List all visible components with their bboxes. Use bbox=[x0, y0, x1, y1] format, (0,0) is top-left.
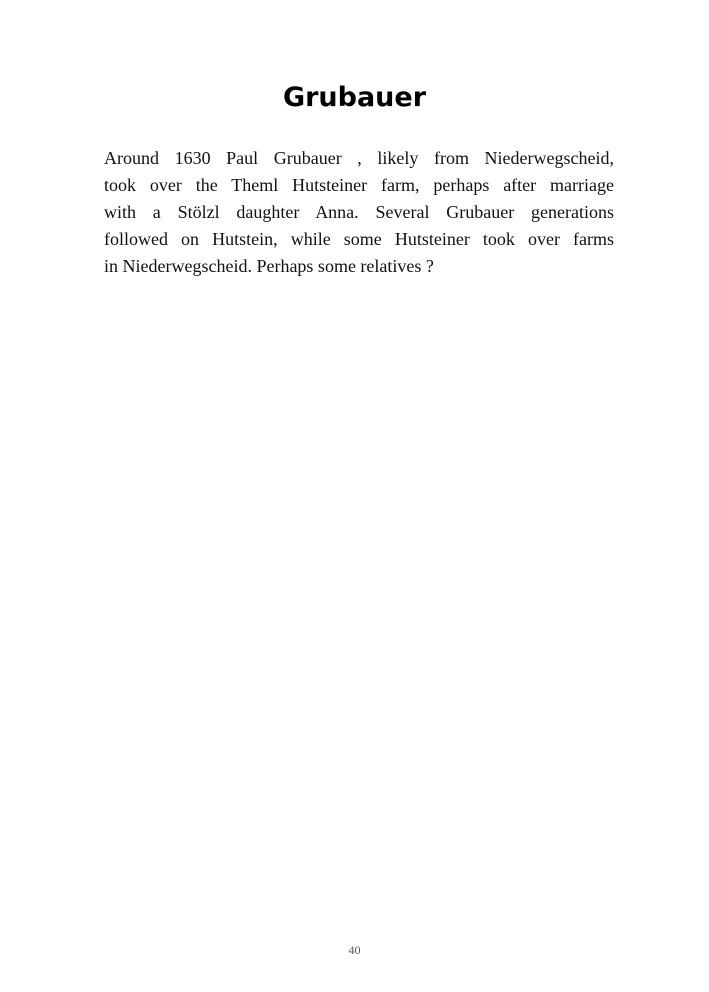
paragraph-line: Around 1630 Paul Grubauer , likely from Niederwegscheid, bbox=[104, 148, 614, 168]
paragraph-line: followed on Hutstein, while some Hutsteiner took over farms bbox=[104, 229, 614, 249]
paragraph-line: with a Stölzl daughter Anna. Several Grubauer generations bbox=[104, 202, 614, 222]
paragraph-line: in Niederwegscheid. Perhaps some relatives ? bbox=[104, 256, 434, 276]
page-number: 40 bbox=[348, 943, 361, 957]
body-paragraph bbox=[104, 145, 614, 280]
page-title: Grubauer bbox=[282, 82, 427, 113]
paragraph-line: took over the Theml Hutsteiner farm, perhaps after marriage bbox=[104, 175, 614, 195]
